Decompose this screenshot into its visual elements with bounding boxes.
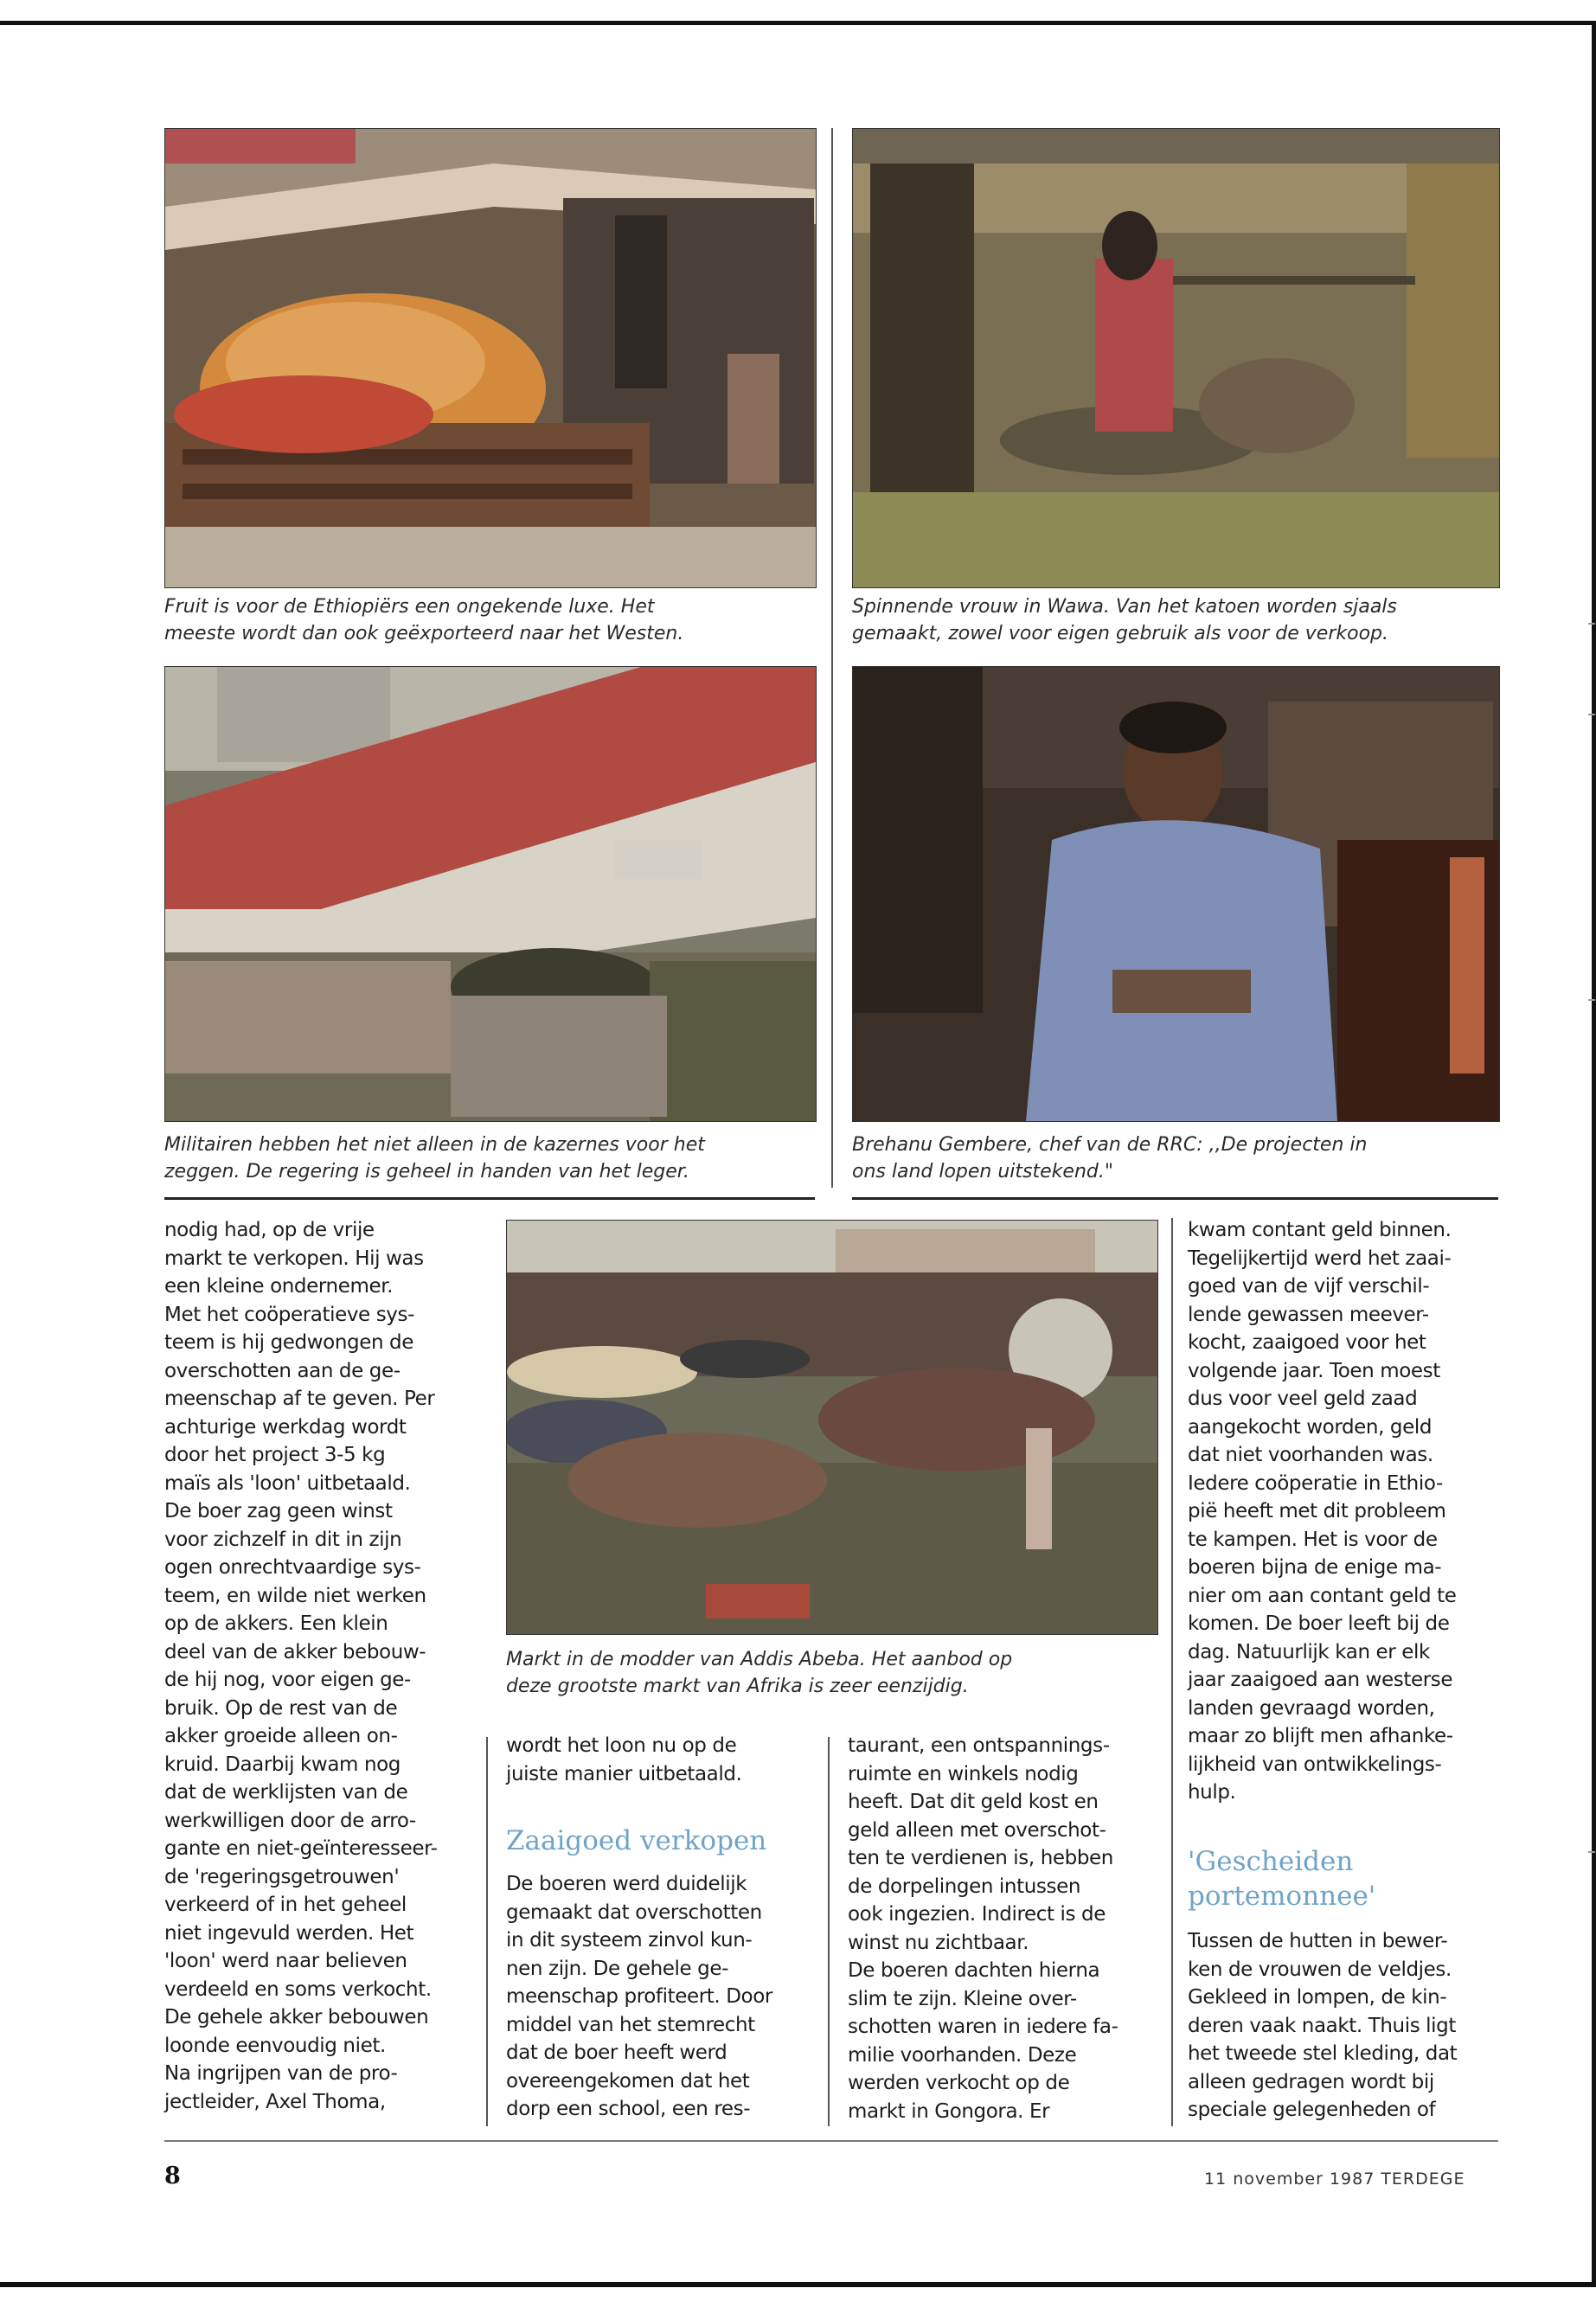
brehanu-photo-caption: Brehanu Gembere, chef van de RRC: ,,De projecten in ons land lopen uitstekend." <box>852 1134 1368 1183</box>
addis-market-photo <box>506 1220 1158 1635</box>
article-column-2-top: wordt het loon nu op de juiste manier uitbetaald. <box>506 1734 742 1785</box>
issue-date-magazine: 11 november 1987 TERDEGE <box>1204 2170 1465 2189</box>
footer-rule <box>164 2140 1498 2142</box>
page-number: 8 <box>164 2163 181 2189</box>
article-column-1: nodig had, op de vrije markt te verkopen. Hij was een kleine ondernemer. Met het coöperatieve sys- teem is hij gedwongen de overschotten aan de ge- meenschap af te geven. Per achturige werkdag wordt door het project 3-5 kg maïs als 'loon' uitbetaald. De boer zag geen winst voor zichzelf in dit in zijn ogen onrechtvaardige sys- teem, en wilde niet werken op de akkers. Een klein deel van de akker bebouw- de hij nog, voor eigen ge- bruik. Op de rest van de akker groeide alleen on- kruid. Daarbij kwam nog dat de werklijsten van de werkwilligen door de arro- gante en niet-geïnteresseer- de 'regeringsgetrouwen' verkeerd of in het geheel niet ingevuld werden. Het 'loon' werd naar believen verdeeld en soms verkocht. De gehele akker bebouwen loonde eenvoudig niet. Na ingrijpen van de pro- jectleider, Axel Thoma, <box>164 1219 438 2113</box>
spinning-woman-photo <box>852 128 1500 588</box>
column-divider-1 <box>486 1737 488 2126</box>
top-border-rule <box>0 21 1596 25</box>
bottom-border-rule <box>0 2282 1596 2287</box>
subheading-gescheiden-portemonnee: 'Gescheiden portemonnee' <box>1188 1846 1376 1912</box>
column-divider-2 <box>828 1737 830 2126</box>
margin-tick <box>1588 714 1595 715</box>
subheading-zaaigoed-verkopen: Zaaigoed verkopen <box>506 1825 767 1856</box>
article-column-2-body: De boeren werd duidelijk gemaakt dat overschotten in dit systeem zinvol kun- nen zijn. De gehele ge- meenschap profiteert. Door middel van het stemrecht dat de boer heeft werd overeengekomen dat het dorp een school, een res- <box>506 1873 772 2120</box>
margin-tick <box>1588 1851 1595 1853</box>
caption-rule-right <box>852 1197 1498 1200</box>
spinning-photo-caption: Spinnende vrouw in Wawa. Van het katoen worden sjaals gemaakt, zowel voor eigen gebruik als voor de verkoop. <box>852 596 1397 644</box>
brehanu-portrait-photo <box>852 666 1500 1122</box>
fruit-photo-caption: Fruit is voor de Ethiopiërs een ongekende luxe. Het meeste wordt dan ook geëxporteerd naar het Westen. <box>164 596 684 644</box>
market-photo-caption: Markt in de modder van Addis Abeba. Het aanbod op deze grootste markt van Afrika is zeer eenzijdig. <box>506 1649 1013 1697</box>
article-column-4-body: Tussen de hutten in bewer- ken de vrouwen de veldjes. Gekleed in lompen, de kin- deren vaak naakt. Thuis ligt het tweede stel kleding, dat alleen gedragen wordt bij speciale gelegenheden of <box>1188 1930 1458 2121</box>
column-divider-3 <box>1171 1218 1173 2126</box>
article-column-3: taurant, een ontspannings- ruimte en winkels nodig heeft. Dat dit geld kost en geld alleen met overschot- ten te verdienen is, hebben de dorpelingen intussen ook ingezien. Indirect is de winst nu zichtbaar. De boeren dachten hierna slim te zijn. Kleine over- schotten waren in iedere fa- milie voorhanden. Deze werden verkocht op de markt in Gongora. Er <box>848 1734 1118 2123</box>
article-column-4-top: kwam contant geld binnen. Tegelijkertijd werd het zaai- goed van de vijf verschil- lende gewassen meever- kocht, zaaigoed voor het volgende jaar. Toen moest dus voor veel geld zaad aangekocht worden, geld dat niet voorhanden was. Iedere coöperatie in Ethio- pië heeft met dit probleem te kampen. Het is voor de boeren bijna de enige ma- nier om aan contant geld te komen. De boer leeft bij de dag. Natuurlijk kan er elk jaar zaaigoed aan westerse landen gevraagd worden, maar zo blijft men afhanke- lijkheid van ontwikkelings- hulp. <box>1188 1219 1457 1804</box>
right-border-rule <box>1592 21 1596 2287</box>
military-photo-caption: Militairen hebben het niet alleen in de kazernes voor het zeggen. De regering is geheel in handen van het leger. <box>164 1134 705 1183</box>
military-barracks-photo <box>164 666 817 1122</box>
photo-column-divider <box>831 128 833 1188</box>
fruit-stall-photo <box>164 128 817 588</box>
margin-tick <box>1588 623 1595 625</box>
margin-tick <box>1588 999 1595 1001</box>
caption-rule-left <box>164 1197 815 1200</box>
